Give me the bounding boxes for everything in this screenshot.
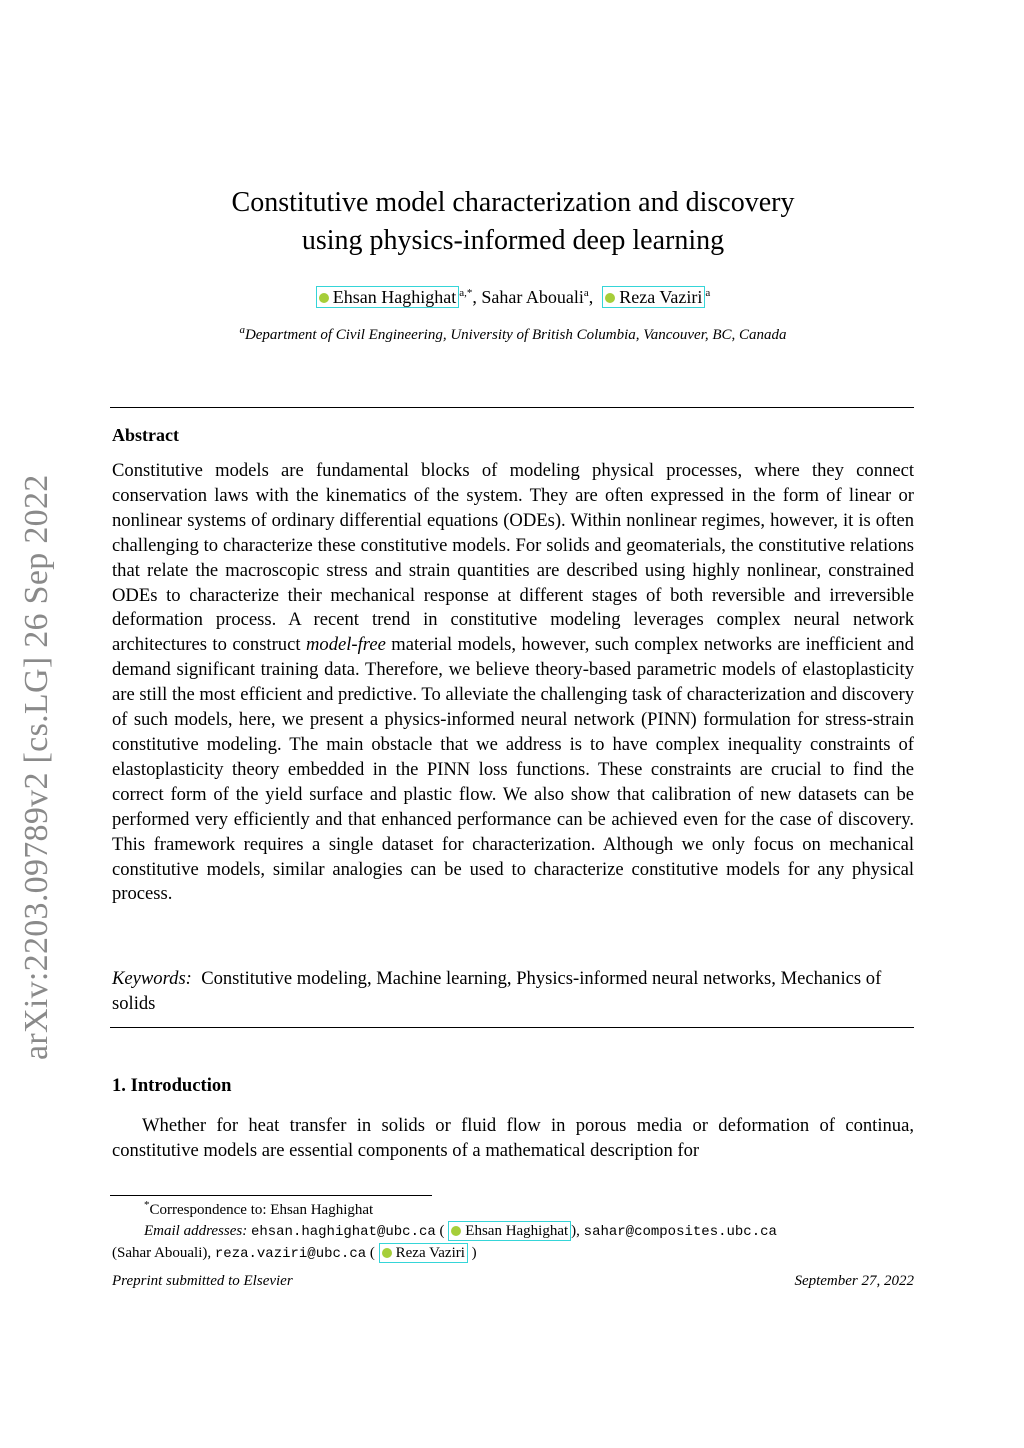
email-label: Email addresses: [144, 1223, 248, 1239]
author-link-vaziri[interactable] [602, 286, 705, 308]
author-name: Sahar Abouali [481, 287, 584, 307]
footnote-correspondence-text: Correspondence to: Ehsan Haghighat [149, 1202, 374, 1218]
footnote-emails: Email addresses: ehsan.haghighat@ubc.ca ( Ehsan Haghighat ), sahar@composites.ubc.ca [144, 1223, 777, 1240]
author-name: Ehsan Haghighat [332, 287, 457, 307]
author-list: Ehsan Haghighat $^{a,*}$, Sahar Abouali$^a$, Reza Vaziri $^a$ [112, 285, 914, 309]
author-superscript: a,* [459, 287, 473, 299]
abstract-bottom-rule [110, 1027, 914, 1028]
footnotes [112, 1200, 914, 1265]
abstract-top-rule [110, 407, 914, 408]
orcid-icon [605, 293, 615, 303]
orcid-link-text: Ehsan Haghighat [465, 1223, 569, 1239]
email-link-vaziri[interactable]: reza.vaziri@ubc.ca [214, 1246, 367, 1262]
abstract-heading: Abstract [112, 425, 179, 445]
footer-journal: Preprint submitted to Elsevier [112, 1273, 293, 1289]
author-superscript: a [583, 287, 589, 299]
footer-date: September 27, 2022 [794, 1273, 914, 1289]
abstract-emphasis: model-free [305, 634, 386, 656]
abstract-text-part: material models, however, such complex networks are inefficient and demand significant training data. Therefore, we believe theory-based parametric models of elastoplasticity are still the most efficient and predictive. To alleviate the challenging task of characterization and discovery of such models, here, we present a physics-informed neural network (PINN) formulation for stress-strain constitutive modeling. The main obstacle that we address is to have complex inequality constraints of elastoplasticity theory embedded in the PINN loss functions. These constraints are crucial to find the correct form of the yield surface and plastic flow. We also show that calibration of new datasets can be performed very efficiently and that enhanced performance can be achieved even for the case of discovery. This framework requires a single dataset for characterization. Although we only focus on mechanical constitutive models, similar analogies can be used to characterize constitutive models for any physical process. [112, 634, 914, 905]
paper-title [112, 184, 914, 260]
orcid-link-vaziri[interactable] [379, 1243, 468, 1263]
orcid-link-haghighat[interactable] [448, 1221, 571, 1241]
footnote-correspondence [112, 1200, 914, 1221]
author-name: Reza Vaziri [619, 287, 703, 307]
arxiv-identifier[interactable]: arXiv:2203.09789v2 [cs.LG] 26 Sep 2022 [18, 474, 55, 1060]
affiliation [112, 324, 914, 344]
orcid-icon [319, 293, 329, 303]
affiliation-superscript: a [239, 324, 245, 336]
introduction-paragraph: Whether for heat transfer in solids or fluid flow in porous media or deformation of continua, constitutive models are essential components of a mathematical description for [112, 1115, 914, 1161]
keywords [112, 967, 914, 1017]
author-superscript: a [705, 287, 711, 299]
section-heading-introduction: 1. Introduction [112, 1075, 232, 1096]
page-footer [112, 1273, 914, 1290]
author-link-haghighat[interactable] [316, 286, 459, 308]
keywords-label: Keywords: [112, 968, 192, 989]
email-owner: (Sahar Abouali), [112, 1245, 212, 1261]
footnote-rule [110, 1195, 432, 1196]
abstract-body [112, 459, 914, 907]
orcid-icon [451, 1226, 461, 1236]
footnote-emails-continued: (Sahar Abouali), reza.vaziri@ubc.ca ( Reza Vaziri ) [112, 1245, 477, 1262]
orcid-link-text: Reza Vaziri [395, 1245, 465, 1261]
orcid-icon [382, 1248, 392, 1258]
footnote-mark: * [144, 1199, 150, 1211]
title-line-2: using physics-informed deep learning [301, 225, 725, 256]
email-link-haghighat[interactable]: ehsan.haghighat@ubc.ca [250, 1224, 436, 1240]
title-line-1: Constitutive model characterization and discovery [231, 187, 795, 218]
abstract-text-part: Constitutive models are fundamental blocks of modeling physical processes, where they connect conservation laws with the kinematics of the system. They are often expressed in the form of linear or nonlinear systems of ordinary differential equations (ODEs). Within nonlinear regimes, however, it is often challenging to characterize these constitutive models. For solids and geomaterials, the constitutive relations that relate the macroscopic stress and strain quantities are described using highly nonlinear, constrained ODEs to characterize their mechanical response at different stages of both reversible and irreversible deformation process. A recent trend in constitutive modeling leverages complex neural network architectures to construct [112, 460, 914, 656]
keywords-text: Constitutive modeling, Machine learning, Physics-informed neural networks, Mechanics of solids [112, 968, 882, 1014]
email-link-abouali[interactable]: sahar@composites.ubc.ca [583, 1224, 777, 1240]
affiliation-text: Department of Civil Engineering, University of British Columbia, Vancouver, BC, Canada [244, 327, 787, 343]
